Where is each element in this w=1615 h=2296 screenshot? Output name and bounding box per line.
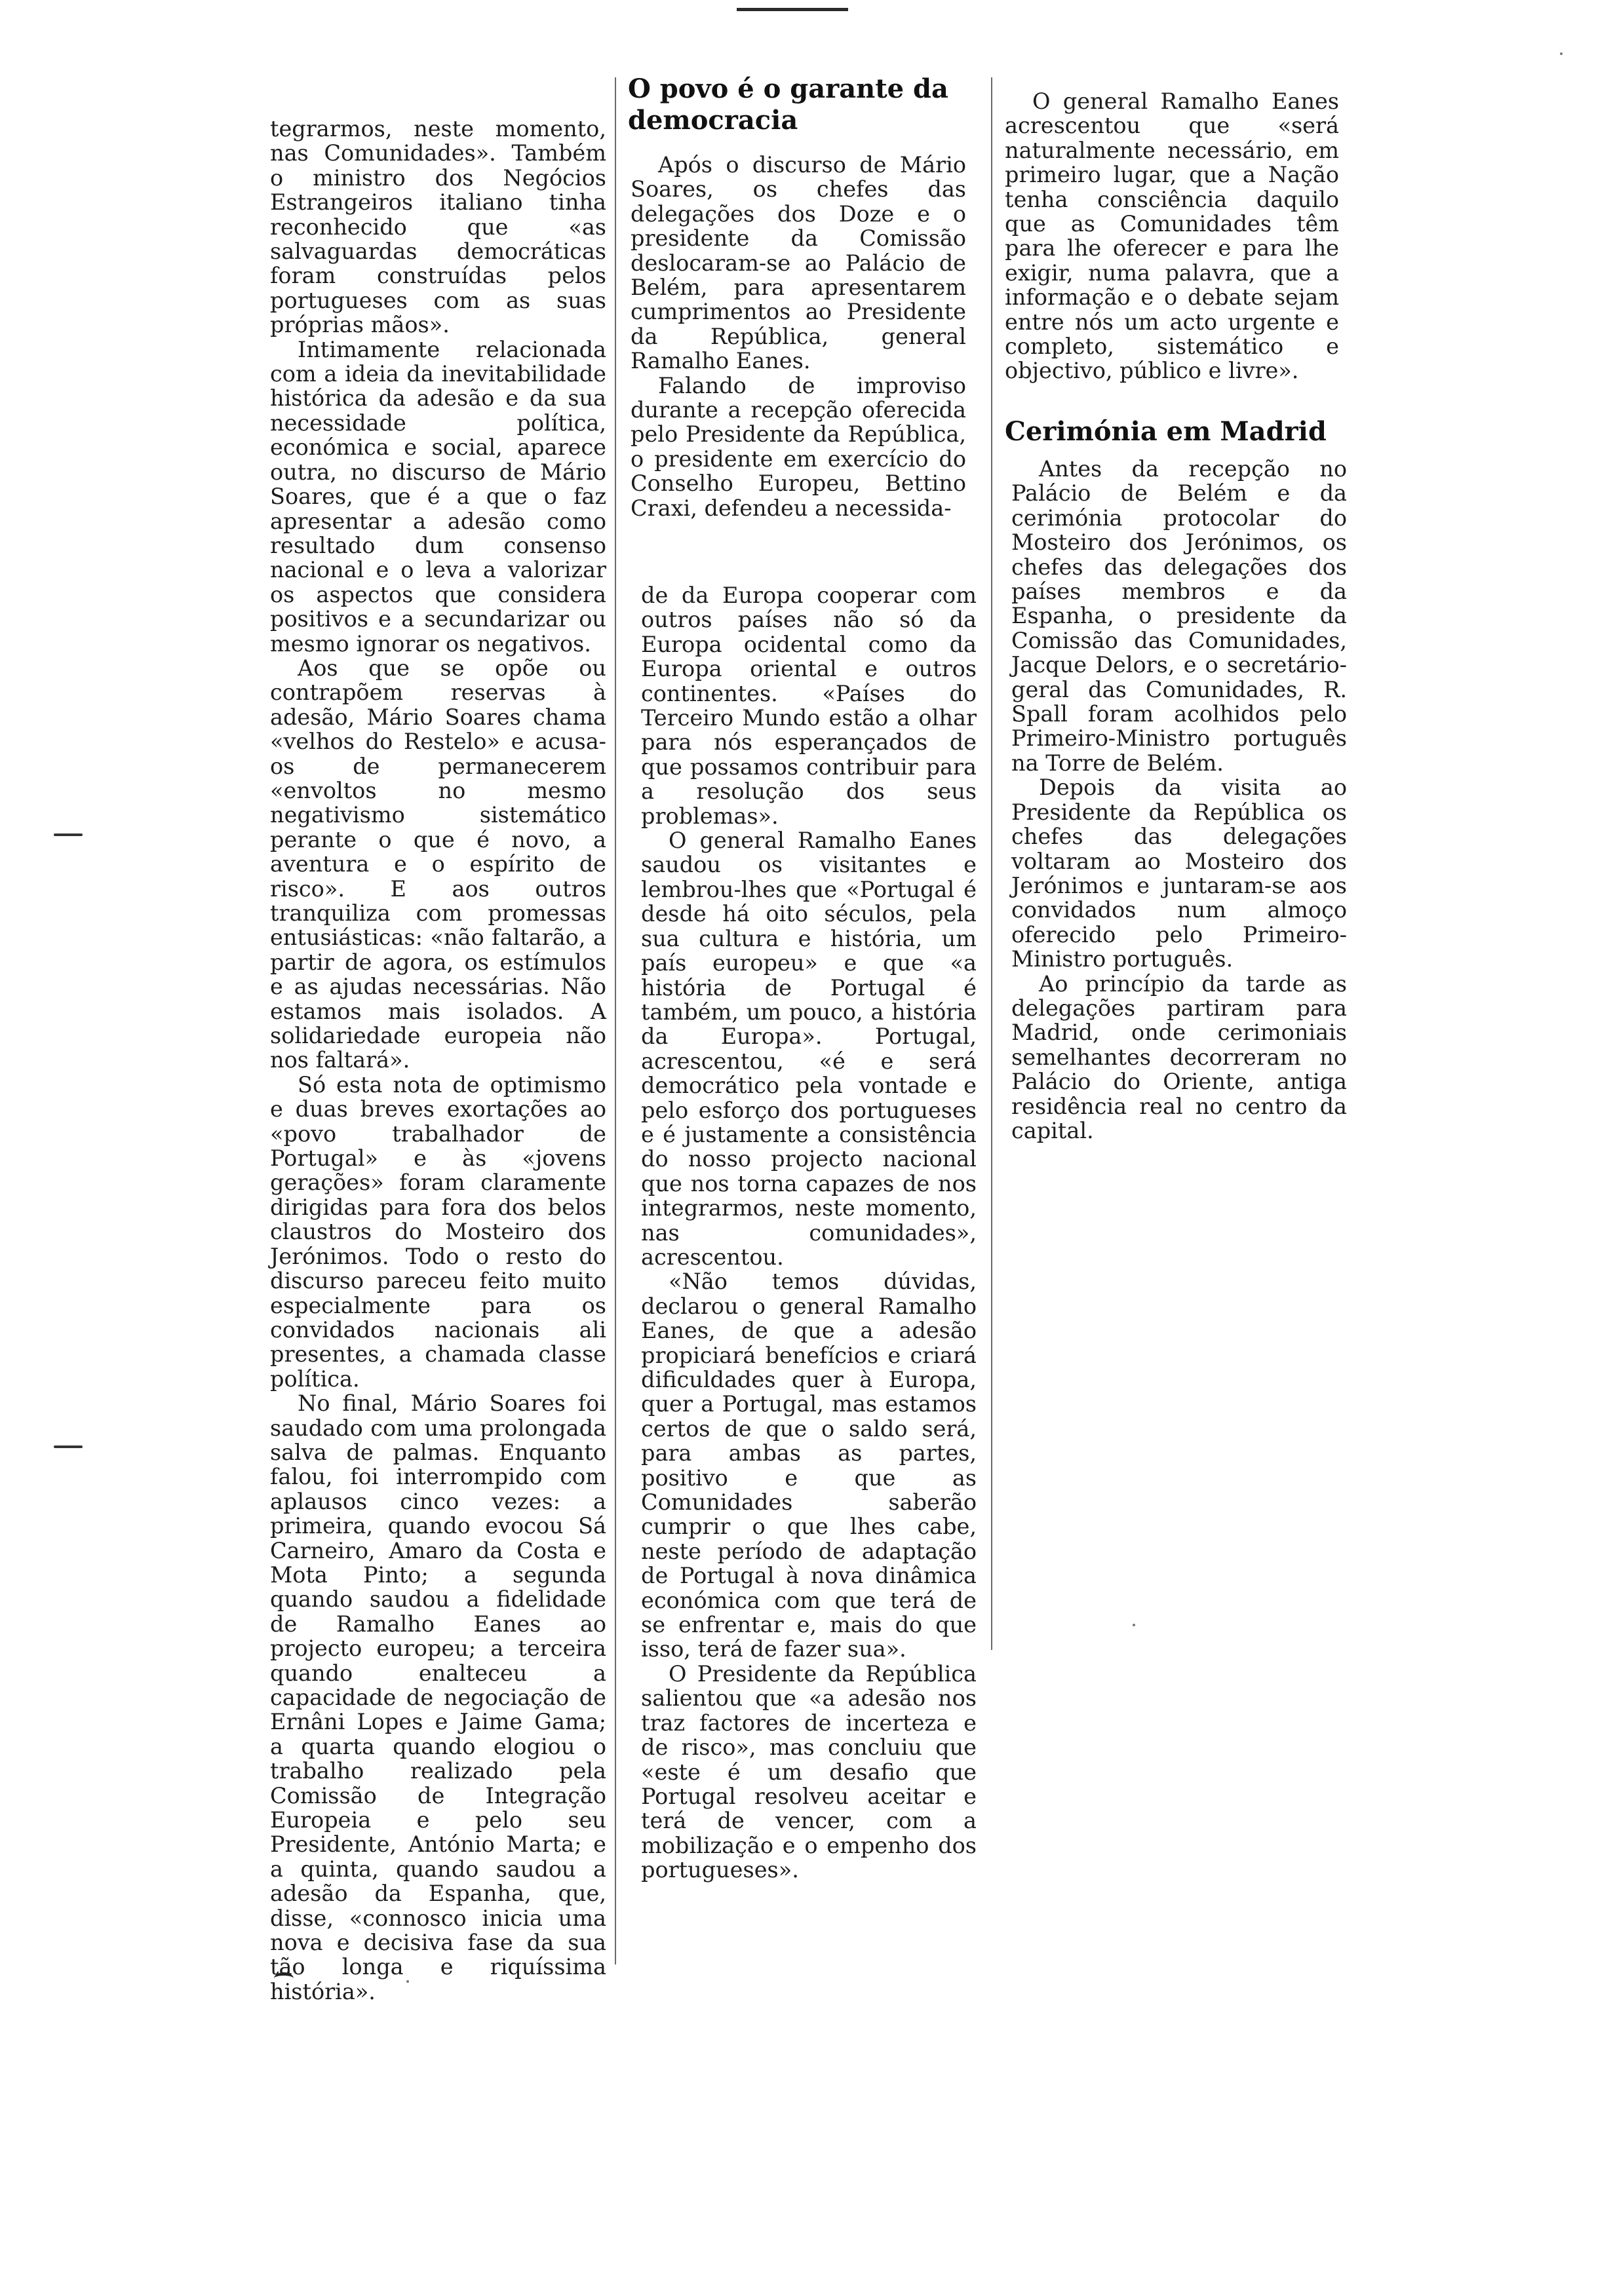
paragraph: O general Ramalho Eanes acrescentou que «será naturalmente necessário, em primeiro lugar, que a Nação tenha consciência daquilo que as Comunidades têm para lhe oferecer e para lhe exigir, numa palavra, que a informação e o debate sejam entre nós um acto urgente e completo, sistemático e objectivo, público e livre».: [1005, 88, 1339, 384]
paragraph: Só esta nota de optimismo e duas breves exortações ao «povo trabalhador de Portugal» e às «jovens gerações» foram claramente dirigidas para fora dos belos claustros do Mosteiro dos Jerónimos. Todo o resto do discurso pareceu feito muito especialmente para os convidados nacionais ali presentes, a chamada classe política.: [270, 1071, 606, 1392]
scan-speck: [1560, 52, 1563, 55]
column-divider-2: [991, 77, 992, 1650]
scan-speck: [406, 1980, 409, 1983]
paragraph: O general Ramalho Eanes saudou os visitantes e lembrou-lhes que «Portugal é desde há oito séculos, pela sua cultura e história, um país europeu» e que «a história de Portugal é também, um pouco, a história da Europa». Portugal, acrescentou, «é e será democrático pela vontade e pelo esforço dos portugueses e é justamente a consistência do nosso projecto nacional que nos torna capazes de nos integrarmos, neste momento, nas comunidades», acrescentou.: [641, 828, 977, 1270]
scan-speck: [1133, 1624, 1135, 1626]
paragraph: Depois da visita ao Presidente da República os chefes das delegações voltaram ao Mosteiro dos Jerónimos e juntaram-se aos convidados num almoço oferecido pelo Primeiro-Ministro português.: [1011, 775, 1347, 972]
paragraph: Após o discurso de Mário Soares, os chefes das delegações dos Doze e o presidente da Comissão deslocaram-se ao Palácio de Belém, para apresentarem cumprimentos ao Presidente da República, general Ramalho Eanes.: [631, 152, 966, 374]
top-rule: [737, 8, 848, 11]
column-3-lower: [1011, 457, 1347, 1143]
scan-mark: [54, 1445, 83, 1448]
paragraph: Intimamente relacionada com a ideia da inevitabilidade histórica da adesão e da sua necessidade política, económica e social, aparece outra, no discurso de Mário Soares, que é a que o faz apresentar a adesão como resultado dum consenso nacional e o leva a valorizar os aspectos que considera positivos e a secundarizar ou mesmo ignorar os negativos.: [270, 336, 606, 657]
paragraph: Falando de improviso durante a recepção oferecida pelo Presidente da República, o presidente em exercício do Conselho Europeu, Bettino Craxi, defendeu a necessida-: [631, 372, 966, 521]
paragraph: Aos que se opõe ou contrapõem reservas à adesão, Mário Soares chama «velhos do Restelo» e acusa-os de permanecerem «envoltos no mesmo negativismo sistemático perante o que é novo, a aventura e o espírito de risco». E aos outros tranquiliza com promessas entusiásticas: «não faltarão, a partir de agora, os estímulos e as ajudas necessárias. Não estamos mais isolados. A solidariedade europeia não nos faltará».: [270, 655, 606, 1073]
paragraph: Antes da recepção no Palácio de Belém e da cerimónia protocolar do Mosteiro dos Jerónimos, os chefes das delegações dos países membros e da Espanha, o presidente da Comissão das Comunidades, Jacque Delors, e o secretário-geral das Comunidades, R. Spall foram acolhidos pelo Primeiro-Ministro português na Torre de Belém.: [1011, 456, 1347, 776]
paragraph: Ao princípio da tarde as delegações partiram para Madrid, onde cerimoniais semelhantes decorreram no Palácio do Oriente, antiga residência real no centro da capital.: [1011, 970, 1347, 1143]
scan-mark: [54, 833, 83, 836]
column-2-upper: [631, 153, 966, 520]
paragraph: tegrarmos, neste momento, nas Comunidades». Também o ministro dos Negócios Estrangeiros italiano tinha reconhecido que «as salvaguardas democráticas foram construídas pelos portugueses com as suas próprias mãos».: [270, 116, 606, 338]
subheading-cerimonia-madrid: Cerimónia em Madrid: [1005, 416, 1327, 447]
column-1: [270, 117, 606, 2004]
column-2-lower: [641, 583, 977, 1883]
paragraph: de da Europa cooperar com outros países não só da Europa ocidental como da Europa oriental e outros continentes. «Países do Terceiro Mundo estão a olhar para nós esperançados de que possamos contribuir para a resolução dos seus problemas».: [641, 583, 977, 829]
paragraph: O Presidente da República salientou que «a adesão nos traz factores de incerteza e de risco», mas concluiu que «este é um desafio que Portugal resolveu aceitar e terá de vencer, com a mobilização e o empenho dos portugueses».: [641, 1660, 977, 1883]
paragraph: No final, Mário Soares foi saudado com uma prolongada salva de palmas. Enquanto falou, foi interrompido com aplausos cinco vezes: a primeira, quando evocou Sá Carneiro, Amaro da Costa e Mota Pinto; a segunda quando saudou a fidelidade de Ramalho Eanes ao projecto europeu; a terceira quando enalteceu a capacidade de negociação de Ernâni Lopes e Jaime Gama; a quarta quando elogiou o trabalho realizado pela Comissão de Integração Europeia e pelo seu Presidente, António Marta; e a quinta, quando saudou a adesão da Espanha, que, disse, «connosco inicia uma nova e decisiva fase da sua tão longa e riquíssima história».: [270, 1390, 606, 2004]
column-3-upper: [1005, 89, 1339, 383]
paragraph: «Não temos dúvidas, declarou o general Ramalho Eanes, de que a adesão propiciará benefícios e criará dificuldades quer à Europa, quer a Portugal, mas estamos certos de que o saldo será, para ambas as partes, positivo e que as Comunidades saberão cumprir o que lhes cabe, neste período de adaptação de Portugal à nova dinâmica económica com que terá de se enfrentar e, mais do que isso, terá de fazer sua».: [641, 1269, 977, 1662]
subheading-povo-garante: O povo é o garante da democracia: [628, 73, 948, 136]
column-divider-1: [615, 77, 616, 1964]
scan-mark: [274, 1972, 294, 1985]
